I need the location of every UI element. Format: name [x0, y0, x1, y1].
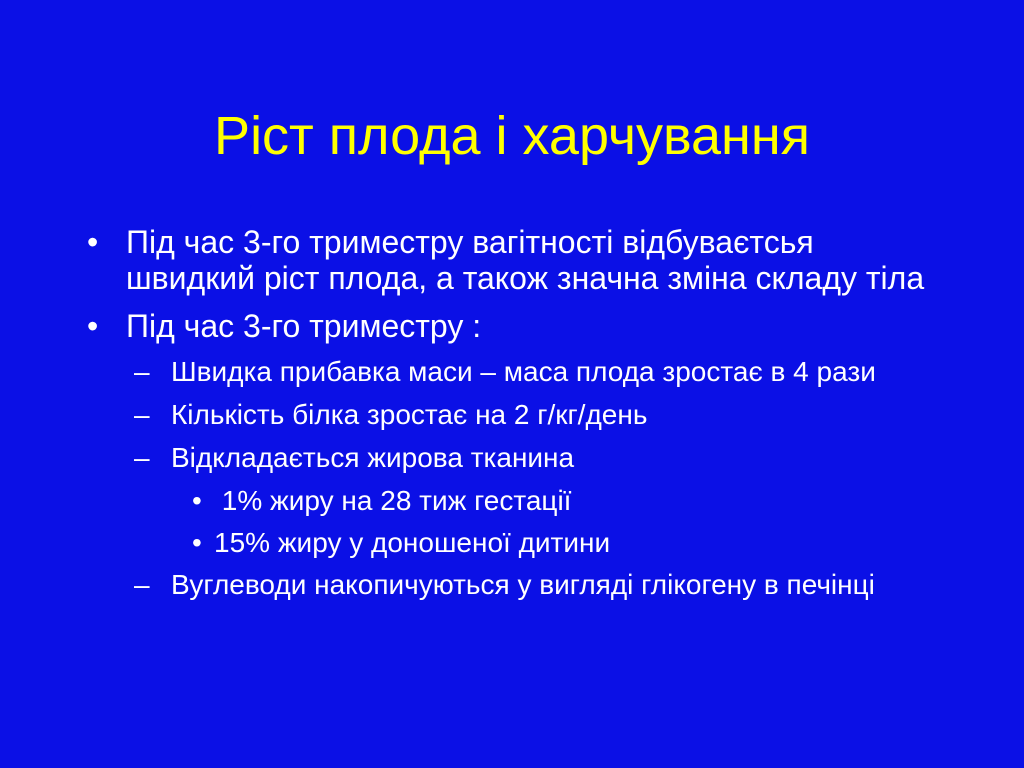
bullet-marker: • — [192, 527, 202, 558]
slide-title: Ріст плода і харчування — [214, 106, 810, 166]
sub-sub-bullet-item — [82, 527, 942, 559]
sub-bullet-text: Відкладається жирова тканина — [171, 442, 575, 473]
sub-bullet-text: Швидка прибавка маси – маса плода зростає в 4 рази — [171, 356, 876, 387]
sub-bullet-item — [82, 442, 942, 474]
bullet-text: Під час 3-го триместру : — [126, 308, 482, 344]
dash-marker: – — [134, 356, 150, 387]
dash-marker: – — [134, 569, 150, 600]
sub-bullet-item — [82, 569, 942, 601]
sub-bullet-text: Вуглеводи накопичуються у вигляді глікогену в печінці — [171, 569, 875, 600]
dash-marker: – — [134, 442, 150, 473]
sub-bullet-item — [82, 399, 942, 431]
sub-sub-bullet-text: 15% жиру у доношеної дитини — [214, 527, 611, 558]
bullet-item — [82, 308, 942, 344]
bullet-marker: • — [192, 485, 202, 516]
dash-marker: – — [134, 399, 150, 430]
sub-bullet-text: Кількість білка зростає на 2 г/кг/день — [171, 399, 648, 430]
bullet-marker: • — [87, 224, 99, 260]
slide-body — [82, 224, 942, 612]
bullet-item — [82, 224, 942, 296]
sub-sub-bullet-text: 1% жиру на 28 тиж гестації — [214, 485, 572, 516]
sub-bullet-item — [82, 356, 942, 388]
bullet-text: Під час 3-го триместру вагітності відбуваєтсья швидкий ріст плода, а також значна зміна складу тіла — [126, 224, 925, 296]
bullet-marker: • — [87, 308, 99, 344]
sub-sub-bullet-item — [82, 485, 942, 517]
